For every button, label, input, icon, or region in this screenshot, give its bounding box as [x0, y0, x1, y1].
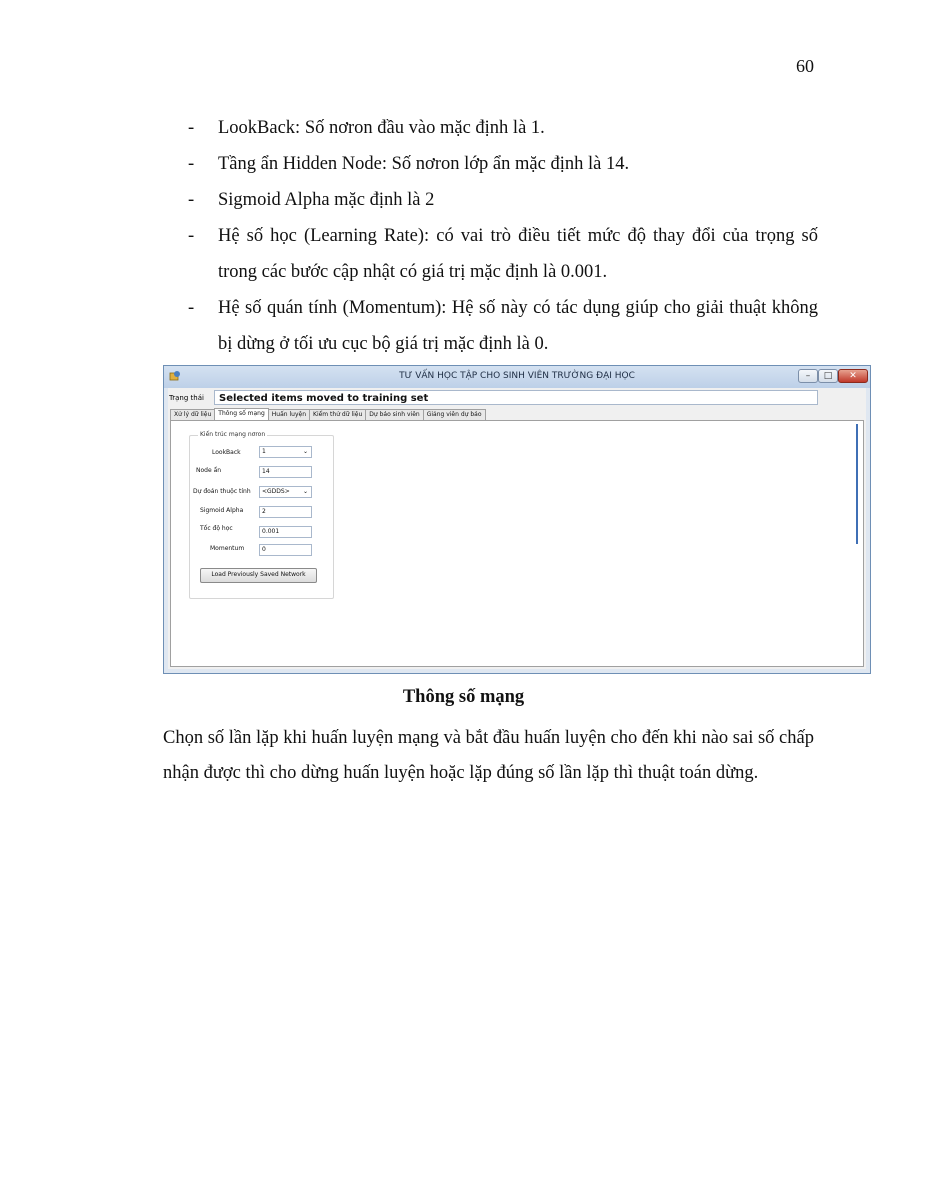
- network-architecture-group: [189, 431, 334, 599]
- bullet-marker: -: [188, 298, 195, 318]
- bullet-text: Hệ số quán tính (Momentum): Hệ số này có tác dụng giúp cho giải thuật không bị dừng ở tối ưu cục bộ giá trị mặc định là 0.: [218, 298, 818, 354]
- figure-caption: Thông số mạng: [402, 687, 525, 707]
- tab-training[interactable]: Huấn luyện: [268, 409, 310, 420]
- bullet-item: [188, 146, 818, 182]
- predict-attribute-label: Dự đoán thuộc tính: [193, 488, 251, 495]
- tab-lecturer-forecast[interactable]: Giảng viên dự báo: [423, 409, 486, 420]
- tab-network-params[interactable]: Thông số mạng: [214, 408, 269, 420]
- bullet-marker: -: [188, 118, 195, 138]
- tab-strip: [170, 409, 485, 420]
- sigmoid-alpha-label: Sigmoid Alpha: [200, 507, 244, 514]
- bullet-item: [188, 182, 818, 218]
- tab-testing[interactable]: Kiểm thử dữ liệu: [309, 409, 366, 420]
- minimize-button[interactable]: [798, 369, 818, 383]
- learning-rate-label: Tốc độ học: [200, 525, 233, 532]
- window-title: TƯ VẤN HỌC TẬP CHO SINH VIÊN TRƯỜNG ĐẠI HỌC: [399, 371, 635, 381]
- hidden-node-input[interactable]: 14: [259, 466, 312, 478]
- predict-attribute-value: <GDDS>: [262, 488, 290, 495]
- lookback-select[interactable]: [259, 446, 312, 458]
- bullet-marker: -: [188, 226, 195, 246]
- sigmoid-alpha-input[interactable]: 2: [259, 506, 312, 518]
- body-paragraph: Chọn số lần lặp khi huấn luyện mạng và bắt đầu huấn luyện cho đến khi nào sai số chấp nhận được thì cho dừng huấn luyện hoặc lặp đúng số lần lặp thì thuật toán dừng.: [163, 728, 814, 783]
- tab-panel: [170, 420, 864, 667]
- bullet-item: [188, 110, 818, 146]
- group-title: Kiến trúc mạng nơron: [200, 431, 266, 438]
- maximize-button[interactable]: [818, 369, 838, 383]
- chevron-down-icon: ⌄: [302, 448, 308, 455]
- minimize-icon: –: [805, 371, 811, 381]
- bullet-item: [188, 218, 818, 290]
- close-icon: ✕: [849, 371, 857, 381]
- lookback-value: 1: [262, 448, 266, 455]
- bullet-marker: -: [188, 190, 195, 210]
- bullet-text: Tầng ẩn Hidden Node: Số nơron lớp ẩn mặc định là 14.: [218, 154, 630, 174]
- tab-data-processing[interactable]: Xử lý dữ liệu: [170, 409, 215, 420]
- status-field[interactable]: Selected items moved to training set: [214, 390, 818, 405]
- status-label: Trạng thái: [169, 394, 204, 402]
- momentum-input[interactable]: 0: [259, 544, 312, 556]
- bullet-item: [188, 290, 818, 362]
- momentum-label: Momentum: [210, 545, 245, 552]
- lookback-label: LookBack: [212, 449, 241, 456]
- hidden-node-label: Node ẩn: [196, 467, 222, 474]
- load-network-button[interactable]: Load Previously Saved Network: [200, 568, 317, 583]
- bullet-text: LookBack: Số nơron đầu vào mặc định là 1.: [218, 118, 545, 138]
- chevron-down-icon: ⌄: [302, 488, 308, 495]
- close-button[interactable]: [838, 369, 868, 383]
- title-bar: [164, 366, 870, 388]
- predict-attribute-select[interactable]: [259, 486, 312, 498]
- vertical-scrollbar[interactable]: [856, 424, 858, 544]
- bullet-text: Sigmoid Alpha mặc định là 2: [218, 190, 435, 210]
- bullet-marker: -: [188, 154, 195, 174]
- maximize-icon: □: [823, 371, 833, 381]
- page-number: 60: [796, 56, 814, 76]
- learning-rate-input[interactable]: 0.001: [259, 526, 312, 538]
- bullet-list: [188, 110, 818, 362]
- window-client-area: [168, 388, 866, 669]
- tab-student-forecast[interactable]: Dự báo sinh viên: [365, 409, 423, 420]
- bullet-text: Hệ số học (Learning Rate): có vai trò điều tiết mức độ thay đổi của trọng số trong các bước cập nhật có giá trị mặc định là 0.001.: [218, 226, 818, 282]
- app-window-screenshot: [163, 365, 871, 674]
